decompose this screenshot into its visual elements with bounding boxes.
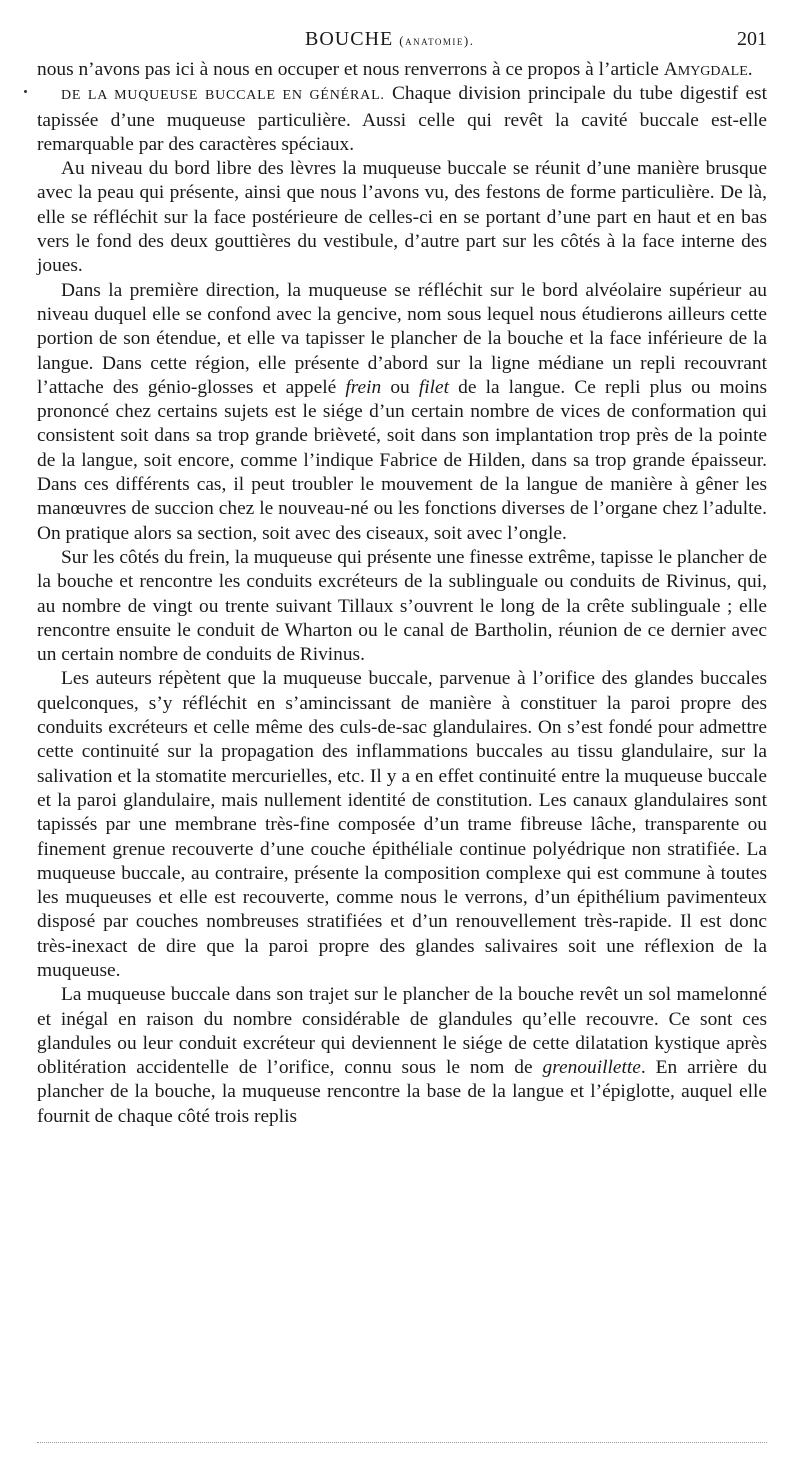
text-run: La muqueuse buccale dans son trajet sur le plancher de la bouche revêt un sol mamelonné et inégal en raison du nombre considérable de glandules qu’elle recouvre. Ce sont ces glandules ou leur conduit excréteur qui deviennent le siége de cette dilatation kystique après oblitération accidentelle de l’orifice, connu sous le nom de: [37, 984, 767, 1079]
text-run: ou: [381, 376, 419, 398]
italic-term: frein: [345, 376, 382, 398]
paragraph: [37, 157, 767, 278]
text-run: de la langue. Ce repli plus ou moins prononcé chez certains sujets est le siége d’un certain nombre de vices de conformation qui consistent soit dans sa trop grande brièveté, soit dans son implantation trop près de la pointe de la langue, soit encore, comme l’indique Fabrice de Hilden, dans sa trop grande épaisseur. Dans ces différents cas, il peut troubler le mouvement de la langue de manière à gêner les manœuvres de succion chez le nouveau-né ou les fonctions diverses de l’organe chez l’adulte. On pratique alors sa section, soit avec des ciseaux, soit avec l’ongle.: [37, 376, 767, 544]
italic-term: filet: [418, 376, 450, 398]
italic-term: grenouillette: [542, 1057, 641, 1079]
text-run: nous n’avons pas ici à nous en occuper et nous renverrons à ce propos à l’article: [37, 59, 664, 80]
running-title: [305, 28, 474, 51]
paragraph: [37, 58, 767, 82]
paragraph: [37, 667, 767, 983]
stray-ink-dot: [24, 90, 27, 93]
text-run: . En arrière du plancher de la bouche, la muqueuse rencontre la base de la langue et l’épiglotte, auquel elle fournit de chaque côté trois replis: [37, 1057, 767, 1127]
running-header: [37, 26, 767, 58]
text-run: Les auteurs répètent que la muqueuse buccale, parvenue à l’orifice des glandes buccales quelconques, s’y réfléchit en s’amincissant de manière à constituer la paroi propre des conduits excréteurs et celle même des culs-de-sac glandulaires. On s’est fondé pour admettre cette continuité sur la propagation des inflammations buccales au tissu glandulaire, sur la salivation et la stomatite mercurielles, etc. Il y a en effet continuité entre la muqueuse buccale et la paroi glandulaire, mais nullement identité de constitution. Les canaux glandulaires sont tapissés par une membrane très-fine composée d’un trame fibreuse lâche, transparente ou finement grenue recouverte d’une couche épithéliale continue polyédrique non stratifiée. La muqueuse buccale, au contraire, présente la composition complexe qui est commune à toutes les muqueuses et elle est recouverte, comme nous le verrons, d’un épithélium pavimenteux disposé par couches nombreuses stratifiées et d’un renouvellement très-rapide. Il est donc très-inexact de dire que la paroi propre des glandes salivaires soit une réflexion de la muqueuse.: [37, 668, 767, 981]
running-title-main: BOUCHE: [305, 28, 394, 50]
text-run: Dans la première direction, la muqueuse se réfléchit sur le bord alvéolaire supérieur au niveau duquel elle se confond avec la gencive, nom sous lequel nous étudierons ailleurs cette portion de son étendue, et elle va tapisser le plancher de la bouche et la face inférieure de la langue. Dans cette région, elle présente d’abord sur la ligne médiane un repli recouvrant l’attache des génio-glosses et appelé: [37, 279, 767, 398]
cross-reference: Amygdale.: [663, 59, 753, 80]
paragraph: [37, 983, 767, 1129]
page: [37, 26, 767, 1129]
paragraph: [37, 82, 767, 157]
running-title-sub: (anatomie).: [399, 33, 475, 48]
page-number: 201: [737, 28, 767, 50]
body-text: [37, 58, 767, 1129]
text-run: Sur les côtés du frein, la muqueuse qui présente une finesse extrême, tapisse le plancher de la bouche et rencontre les conduits excréteurs de la sublinguale ou conduits de Rivinus, qui, au nombre de vingt ou trente suivant Tillaux s’ouvrent le long de la crête sublinguale ; elle rencontre ensuite le conduit de Wharton ou le canal de Bartholin, réunion de ce dernier avec un certain nombre de conduits de Rivinus.: [37, 546, 767, 666]
paragraph: [37, 279, 767, 546]
footer-dotted-rule: [37, 1442, 767, 1443]
text-run: Au niveau du bord libre des lèvres la muqueuse buccale se réunit d’une manière brusque avec la peau qui présente, ainsi que nous l’avons vu, des festons de forme particulière. De là, elle se réfléchit sur la face postérieure de celles-ci en se portant d’une part en haut et en bas vers le fond des deux gouttières du vestibule, d’autre part sur les côtés à la face interne des joues.: [37, 158, 767, 277]
paragraph: [37, 546, 767, 667]
section-heading: DE LA MUQUEUSE BUCCALE EN GÉNÉRAL.: [61, 88, 385, 104]
text-run: Chaque division principale du tube digestif est tapissée d’une muqueuse particulière. Aussi celle qui revêt la cavité buccale est-elle remarquable par des caractères spéciaux.: [37, 83, 767, 155]
